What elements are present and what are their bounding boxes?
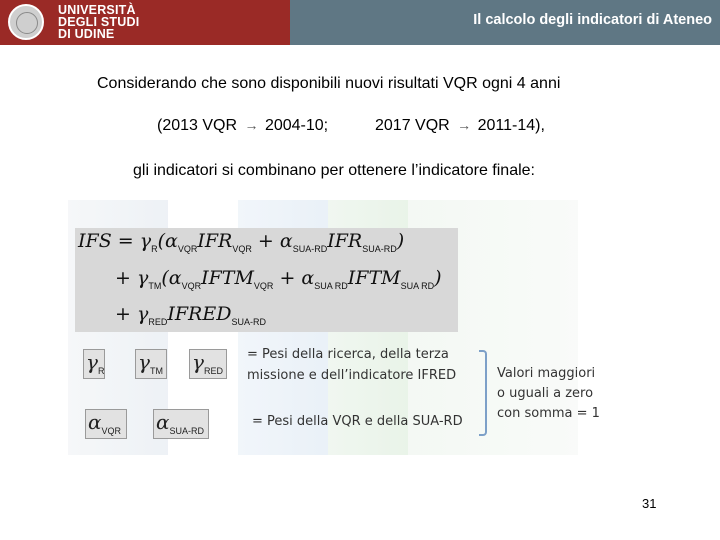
title-band (290, 0, 720, 45)
combination-line: gli indicatori si combinano per ottenere l’indicatore finale: (133, 162, 535, 179)
university-name-line: UNIVERSITÀ (58, 3, 136, 17)
gamma-r-symbol: $\gamma_R$ (83, 349, 105, 379)
vqr-2013-line (157, 117, 328, 135)
university-name-line: DEGLI STUDI (58, 15, 140, 29)
university-name-line: DI UDINE (58, 27, 115, 41)
constraint-note-line: Valori maggiori (497, 366, 596, 381)
brace-icon (479, 350, 487, 436)
intro-line: Considerando che sono disponibili nuovi risultati VQR ogni 4 anni (97, 75, 561, 92)
vqr-2017-label: 2017 VQR (375, 117, 450, 134)
arrow-icon: → (457, 117, 472, 133)
weights-research-note: = Pesi della ricerca, della terza (247, 347, 449, 362)
ifs-formula (75, 228, 458, 332)
alpha-sua-rd-symbol: $\alpha_{SUA-RD}$ (153, 409, 209, 439)
weights-vqr-note: = Pesi della VQR e della SUA-RD (252, 414, 463, 429)
vqr-2017-line (375, 117, 545, 135)
gamma-tm-symbol: $\gamma_{TM}$ (135, 349, 167, 379)
formula-line-3: + $\gamma_{RED}IFRED_{SUA-RD}$ (115, 303, 266, 327)
weights-research-note-cont: missione e dell’indicatore IFRED (247, 368, 457, 383)
slide-title: Il calcolo degli indicatori di Ateneo (473, 12, 712, 28)
university-logo (0, 0, 290, 45)
university-name (58, 4, 208, 40)
header-bar (0, 0, 720, 45)
university-seal-icon (8, 4, 44, 40)
arrow-icon: → (244, 117, 259, 133)
vqr-2013-period: 2004-10; (264, 117, 329, 134)
alpha-vqr-symbol: $\alpha_{VQR}$ (85, 409, 127, 439)
constraint-note-line: o uguali a zero (497, 386, 594, 401)
formula-line-1: IFS = $\gamma_R(\alpha_{VQR}IFR_{VQR} + \alpha_{SUA-RD}IFR_{SUA-RD})$ (78, 230, 405, 254)
vqr-2017-period: 2011-14), (477, 117, 545, 134)
constraint-note-line: con somma = 1 (497, 406, 600, 421)
vqr-2013-label: (2013 VQR (157, 117, 238, 134)
formula-line-2: + $\gamma_{TM}(\alpha_{VQR}IFTM_{VQR}$ + $\alpha_{SUA RD}IFTM_{SUA RD}$) (115, 267, 442, 291)
page-number: 31 (642, 496, 657, 511)
gamma-red-symbol: $\gamma_{RED}$ (189, 349, 227, 379)
